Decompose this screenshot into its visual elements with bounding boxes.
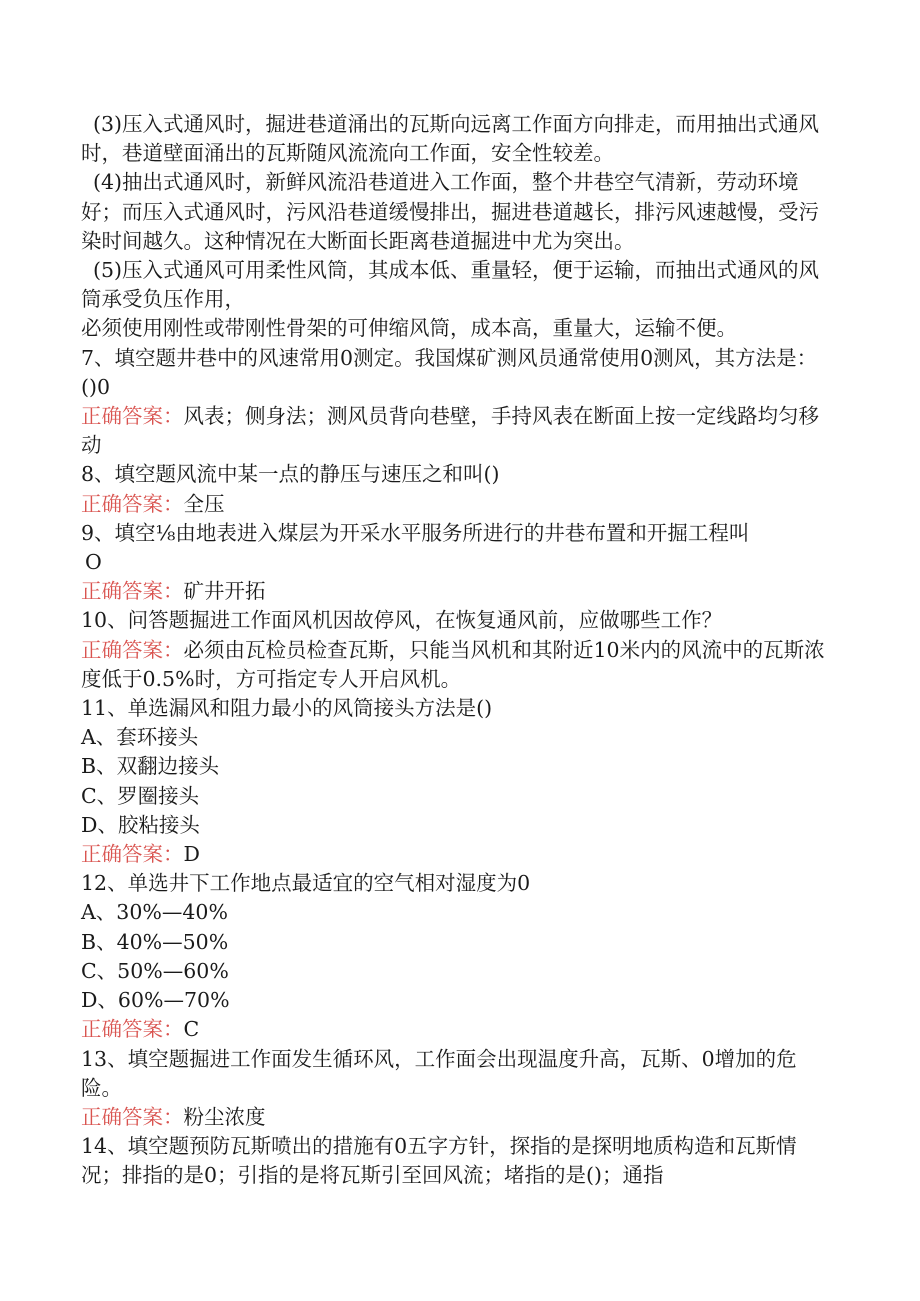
option-d: D、胶粘接头 bbox=[81, 812, 200, 837]
question-13: 13、填空题掘进工作面发生循环风，工作面会出现温度升高，瓦斯、0增加的危险。 bbox=[81, 1046, 797, 1100]
document-body bbox=[81, 110, 833, 1191]
answer-text: 风表；侧身法；测风员背向巷壁，手持风表在断面上按一定线路均匀移动 bbox=[81, 404, 819, 458]
answer-9 bbox=[81, 577, 833, 606]
answer-text: 必须由瓦检员检查瓦斯，只能当风机和其附近10米内的风流中的瓦斯浓度低于0.5%时，方可指定专人开启风机。 bbox=[81, 637, 825, 691]
paragraph-3: (3)压入式通风时，掘进巷道涌出的瓦斯向远离工作面方向排走，而用抽出式通风时，巷道壁面涌出的瓦斯随风流流向工作面，安全性较差。 bbox=[81, 112, 820, 166]
answer-13 bbox=[81, 1103, 833, 1132]
answer-10 bbox=[81, 636, 833, 694]
question-14: 14、填空题预防瓦斯喷出的措施有0五字方针，探指的是探明地质构造和瓦斯情况；排指的是0；引指的是将瓦斯引至回风流；堵指的是()；通指 bbox=[81, 1134, 797, 1188]
answer-label: 正确答案： bbox=[81, 404, 184, 429]
answer-label: 正确答案： bbox=[81, 1017, 184, 1042]
answer-text: 全压 bbox=[183, 491, 225, 516]
answer-8 bbox=[81, 490, 833, 519]
answer-label: 正确答案： bbox=[81, 1104, 184, 1129]
option-c: C、罗圈接头 bbox=[81, 783, 200, 808]
answer-label: 正确答案： bbox=[81, 637, 184, 662]
option-a: A、30%—40% bbox=[81, 900, 228, 925]
option-c: C、50%—60% bbox=[81, 958, 229, 983]
question-10: 10、问答题掘进工作面风机因故停风，在恢复通风前，应做哪些工作？ bbox=[81, 608, 723, 633]
answer-text: C bbox=[183, 1017, 200, 1042]
answer-7 bbox=[81, 402, 833, 460]
option-b: B、40%—50% bbox=[81, 929, 229, 954]
question-12: 12、单选井下工作地点最适宜的空气相对湿度为0 bbox=[81, 871, 531, 896]
answer-11 bbox=[81, 840, 833, 869]
option-b: B、双翻边接头 bbox=[81, 754, 220, 779]
question-8: 8、填空题风流中某一点的静压与速压之和叫() bbox=[81, 462, 500, 487]
answer-label: 正确答案： bbox=[81, 579, 184, 604]
option-d: D、60%—70% bbox=[81, 988, 230, 1013]
answer-text: 粉尘浓度 bbox=[183, 1104, 266, 1129]
question-9: 9、填空⅛由地表进入煤层为开采水平服务所进行的井巷布置和开掘工程叫 bbox=[81, 520, 750, 545]
paragraph-5-continued: 必须使用刚性或带刚性骨架的可伸缩风筒，成本高，重量大，运输不便。 bbox=[81, 316, 737, 341]
paragraph-4: (4)抽出式通风时，新鲜风流沿巷道进入工作面，整个井巷空气清新，劳动环境好；而压入式通风时，污风沿巷道缓慢排出，掘进巷道越长，排污风速越慢，受污染时间越久。这种情况在大断面长距离巷道掘进中尤为突出。 bbox=[81, 170, 819, 253]
question-7: 7、填空题井巷中的风速常用0测定。我国煤矿测风员通常使用0测风，其方法是：()0 bbox=[81, 345, 818, 399]
answer-label: 正确答案： bbox=[81, 491, 184, 516]
question-11: 11、单选漏风和阻力最小的风筒接头方法是() bbox=[81, 696, 493, 721]
answer-text: D bbox=[183, 842, 200, 867]
option-a: A、套环接头 bbox=[81, 725, 199, 750]
question-9-continued: O bbox=[85, 550, 102, 575]
paragraph-5: (5)压入式通风可用柔性风筒，其成本低、重量轻，便于运输，而抽出式通风的风筒承受负压作用， bbox=[81, 258, 820, 312]
answer-text: 矿井开拓 bbox=[183, 579, 266, 604]
answer-label: 正确答案： bbox=[81, 842, 184, 867]
answer-12 bbox=[81, 1015, 833, 1044]
